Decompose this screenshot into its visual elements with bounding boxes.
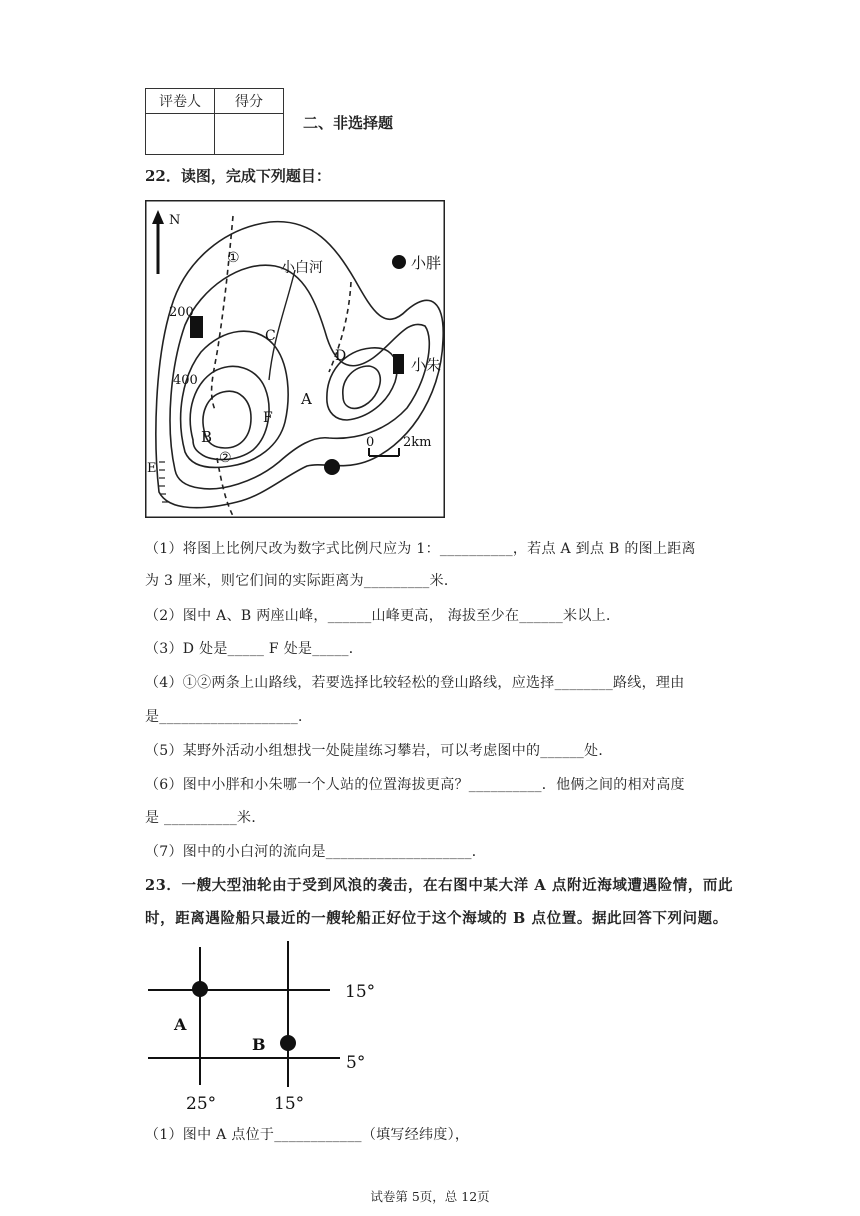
q22-line-4: （3）D 处是_____ F 处是_____． bbox=[145, 641, 364, 657]
grid-point-b-label: B bbox=[252, 1035, 266, 1054]
contour-label-200: 200 bbox=[169, 305, 194, 320]
legend-round-icon bbox=[392, 255, 406, 269]
section-title: 二、非选择题 bbox=[303, 114, 394, 132]
scale-2km-label: 2km bbox=[403, 435, 432, 450]
legend-square-label: 小朱 bbox=[411, 356, 442, 374]
point-d-label: D bbox=[335, 348, 347, 364]
xiaopang-marker bbox=[324, 459, 340, 475]
score-table bbox=[145, 88, 284, 155]
route-1-label: ① bbox=[227, 250, 240, 266]
score-table-cell-grader bbox=[146, 114, 215, 155]
legend-square-icon bbox=[393, 354, 404, 374]
q22-line-5: （4）①②两条上山路线，若要选择比较轻松的登山路线，应选择________路线，理由 bbox=[145, 675, 685, 691]
peak-a-label: A bbox=[301, 390, 312, 408]
point-f-label: F bbox=[263, 410, 273, 426]
lat-5-label: 5° bbox=[346, 1053, 366, 1073]
score-table-header-score: 得分 bbox=[215, 89, 284, 114]
lon-25-label: 25° bbox=[186, 1094, 217, 1114]
q22-line-8: （6）图中小胖和小朱哪一个人站的位置海拔更高？__________．他俩之间的相对高度 bbox=[145, 777, 685, 793]
lat-lon-grid bbox=[140, 935, 380, 1115]
q22-line-10: （7）图中的小白河的流向是____________________． bbox=[145, 844, 487, 860]
q22-line-2: 为 3 厘米，则它们间的实际距离为_________米． bbox=[145, 573, 459, 589]
peak-b-label: B bbox=[201, 428, 213, 446]
q23-sub-1: （1）图中 A 点位于____________（填写经纬度）， bbox=[145, 1127, 470, 1143]
q22-line-6: 是___________________． bbox=[145, 709, 313, 725]
q22-stem: 22．读图，完成下列题目： bbox=[145, 167, 331, 185]
point-a-marker bbox=[192, 981, 208, 997]
q22-line-1: （1）将图上比例尺改为数字式比例尺应为 1：__________，若点 A 到点 B 的图上距离 bbox=[145, 541, 696, 557]
point-b-marker bbox=[280, 1035, 296, 1051]
river-label: 小白河 bbox=[281, 260, 323, 276]
route-2-label: ② bbox=[219, 450, 232, 466]
legend-round-label: 小胖 bbox=[411, 254, 442, 272]
scale-zero-label: 0 bbox=[366, 435, 375, 450]
north-label: N bbox=[169, 213, 181, 228]
score-table-cell-score bbox=[215, 114, 284, 155]
q22-line-3: （2）图中 A、B 两座山峰，______山峰更高， 海拔至少在______米以上． bbox=[145, 608, 621, 624]
point-c-label: C bbox=[265, 328, 276, 344]
q22-line-7: （5）某野外活动小组想找一处陡崖练习攀岩，可以考虑图中的______处． bbox=[145, 743, 613, 759]
contour-map bbox=[145, 200, 445, 518]
q23-line-1: 23．一艘大型油轮由于受到风浪的袭击，在右图中某大洋 A 点附近海域遭遇险情，而此 bbox=[145, 877, 734, 894]
point-e-label: E bbox=[147, 461, 157, 476]
q23-line-2: 时，距离遇险船只最近的一艘轮船正好位于这个海域的 B 点位置。据此回答下列问题。 bbox=[145, 910, 728, 927]
lon-15-label: 15° bbox=[274, 1094, 305, 1114]
lat-15-label: 15° bbox=[345, 982, 376, 1002]
page-footer: 试卷第 5页，总 12页 bbox=[370, 1189, 490, 1204]
q22-line-9: 是 __________米． bbox=[145, 810, 266, 826]
contour-label-400: 400 bbox=[173, 373, 198, 388]
score-table-header-grader: 评卷人 bbox=[146, 89, 215, 114]
grid-point-a-label: A bbox=[174, 1015, 187, 1034]
